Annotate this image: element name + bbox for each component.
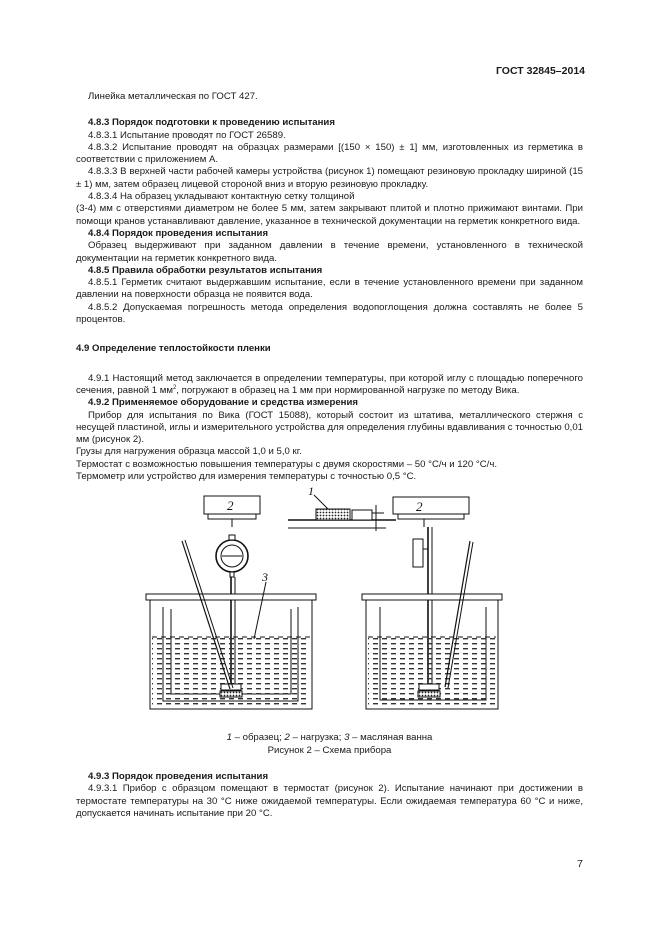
label-2-left: 2 [227,498,234,514]
paragraph-4-9-2-b: Грузы для нагружения образца массой 1,0 и 5,0 кг. [76,446,302,458]
page-number: 7 [577,858,583,870]
paragraph-4-9-3-1: 4.9.3.1 Прибор с образцом помещают в термостат (рисунок 2). Испытание начинают при достижении в термостате температуры на 30 °С ниже ожидаемой температуры. Если ожидаемая температура 60 °С и ниже, допускается начинать испытание при 20 °С. [76,783,583,819]
figure-2-vicat-apparatus [76,487,583,732]
label-1: 1 [308,487,314,499]
page-body [76,91,583,820]
paragraph-4-8-3-3: 4.8.3.3 В верхней части рабочей камеры устройства (рисунок 1) помещают резиновую прокладку шириной (15 ± 1) мм, затем образец лицевой стороной вниз и вторую резиновую прокладку. [76,166,583,190]
document-code: ГОСТ 32845–2014 [495,65,585,77]
heading-4-9-3: 4.9.3 Порядок проведения испытания [88,770,269,782]
figure-title: Рисунок 2 – Схема прибора [267,744,392,756]
label-3: 3 [262,570,268,585]
right-apparatus [362,497,502,709]
heading-4-8-5: 4.8.5 Правила обработки результатов испытания [88,264,323,276]
paragraph-ruler: Линейка металлическая по ГОСТ 427. [88,91,258,102]
paragraph-4-9-1: 4.9.1 Настоящий метод заключается в определении температуры, при которой иглу с площадью поперечного сечения, равной 1 $мм^2$, погружают в образец на 1 мм при нормированной нагрузке по методу Вика. [76,372,583,396]
sample-holder-detail [288,495,396,531]
heading-4-9: 4.9 Определение теплостойкости пленки [76,343,271,355]
apparatus-schematic [76,487,583,732]
paragraph-4-8-5-2: 4.8.5.2 Допускаемая погрешность метода определения водопоглощения должна составлять не более 5 процентов. [76,301,583,326]
paragraph-4-9-2-d: Термометр или устройство для измерения температуры с точностью 0,5 °С. [76,471,417,483]
paragraph-4-8-3-1: 4.8.3.1 Испытание проводят по ГОСТ 26589. [88,129,286,141]
paragraph-4-9-2-c: Термостат с возможностью повышения температуры с двумя скоростями – 50 °С/ч и 120 °С/ч. [76,458,497,470]
figure-legend: 1 – образец; 2 – нагрузка; 3 – масляная ванна [226,732,433,744]
paragraph-4-8-5-1: 4.8.5.1 Герметик считают выдержавшим испытание, если в течение установленного времени при заданном давлении на поверхности образца не появится вода. [76,277,583,301]
paragraph-4-8-3-4: 4.8.3.4 На образец укладывают контактную сетку толщиной [88,191,355,203]
paragraph-4-9-2-a: Прибор для испытания по Вика (ГОСТ 15088), который состоит из штатива, металлического стержня с несущей пластиной, иглы и измерительного устройства для определения глубины вдавливания с точностью 0,01 мм (рисунок 2). [76,409,583,446]
heading-4-9-2: 4.9.2 Применяемое оборудование и средства измерения [88,397,358,409]
superscript-2: 2 [172,384,177,391]
paragraph-4-8-3-2: 4.8.3.2 Испытание проводят на образцах размерами [(150 × 150) ± 1] мм, изготовленных из герметика в соответствии с приложением А. [76,141,583,166]
paragraph-4-8-4: Образец выдерживают при заданном давлении в течение времени, установленного в технической документации на герметик конкретного вида. [76,240,583,264]
heading-4-8-3: 4.8.3 Порядок подготовки к проведению испытания [88,117,335,129]
label-2-right: 2 [416,499,423,515]
paragraph-4-8-3-4-continued: (3-4) мм с отверстиями диаметром не более 5 мм, затем закрывают плитой и плотно прижимают винтами. При помощи кранов устанавливают давление, указанное в технической документации на герметик конкретного вида. [76,203,583,227]
heading-4-8-4: 4.8.4 Порядок проведения испытания [88,227,269,239]
